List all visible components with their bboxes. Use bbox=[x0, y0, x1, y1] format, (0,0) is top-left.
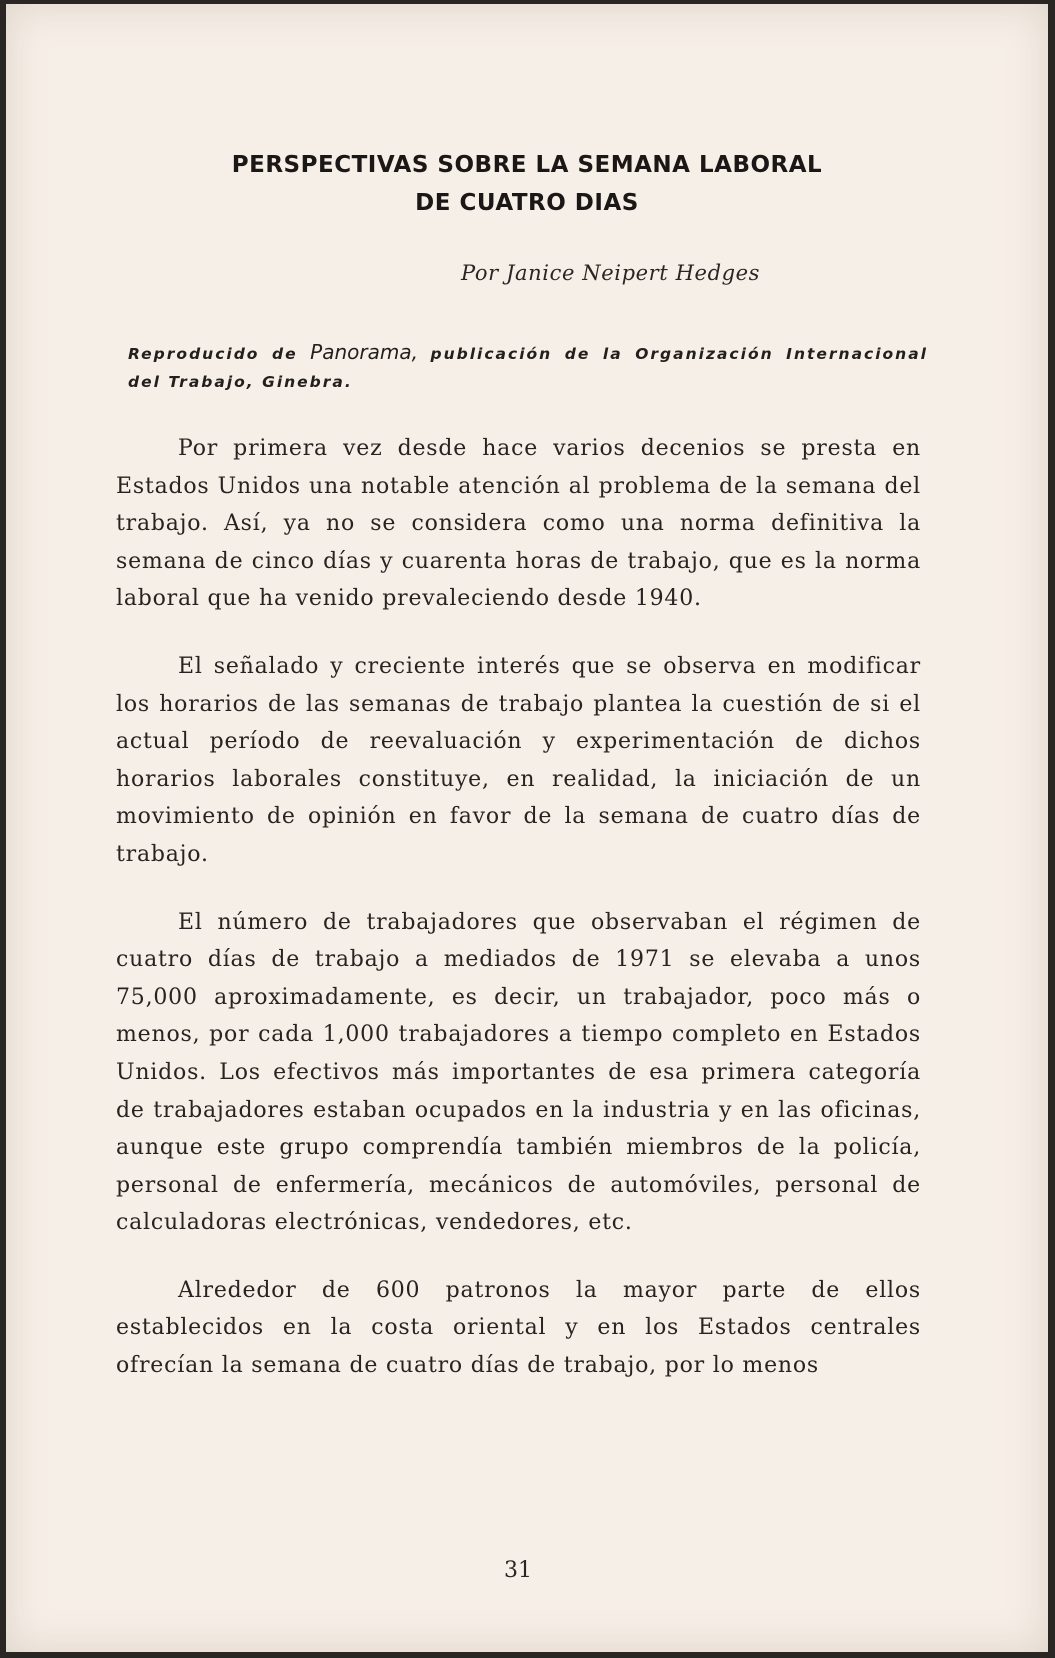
author-byline: Por Janice Neipert Hedges bbox=[461, 261, 761, 285]
article-title-line-2: DE CUATRO DIAS bbox=[415, 190, 639, 216]
paragraph-1: Por primera vez desde hace varios decenios se presta en Estados Unidos una notable atención al problema de la semana del trabajo. Así, ya no se considera como una norma definitiva la semana de cinco días y cuarenta horas de trabajo, que es la norma laboral que ha venido prevaleciendo desde 1940. bbox=[116, 436, 921, 612]
page-number: 31 bbox=[504, 1558, 532, 1583]
article-title-line-1: PERSPECTIVAS SOBRE LA SEMANA LABORAL bbox=[231, 152, 823, 178]
paragraph-4: Alrededor de 600 patronos la mayor parte de ellos establecidos en la costa oriental y en los Estados centrales ofrecían la semana de cuatro días de trabajo, por lo menos bbox=[116, 1277, 921, 1379]
publication-name: Panorama, bbox=[310, 340, 418, 364]
article-body bbox=[116, 430, 921, 1415]
paragraph-3: El número de trabajadores que observaban el régimen de cuatro días de trabajo a mediados de 1971 se elevaba a unos 75,000 aproximadamente, es decir, un trabajador, poco más o menos, por cada 1,000 trabajadores a tiempo completo en Estados Unidos. Los efectivos más importantes de esa primera categoría de trabajadores estaban ocupados en la industria y en las oficinas, aunque este grupo comprendía también miembros de la policía, personal de enfermería, mecánicos de automóviles, personal de calculadoras electrónicas, vendedores, etc. bbox=[116, 909, 921, 1236]
article-title bbox=[6, 146, 1048, 222]
reproduction-note bbox=[128, 338, 928, 396]
document-page bbox=[6, 4, 1048, 1652]
reproduction-prefix: Reproducido de bbox=[128, 345, 311, 363]
paragraph-2: El señalado y creciente interés que se observa en modificar los horarios de las semanas de trabajo plantea la cuestión de si el actual período de reevaluación y experimentación de dichos horarios laborales constituye, en realidad, la iniciación de un movimiento de opinión en favor de la semana de cuatro días de trabajo. bbox=[116, 653, 921, 867]
reproduction-suffix: publicación de la Organización Internacional del Trabajo, Ginebra. bbox=[128, 345, 928, 391]
